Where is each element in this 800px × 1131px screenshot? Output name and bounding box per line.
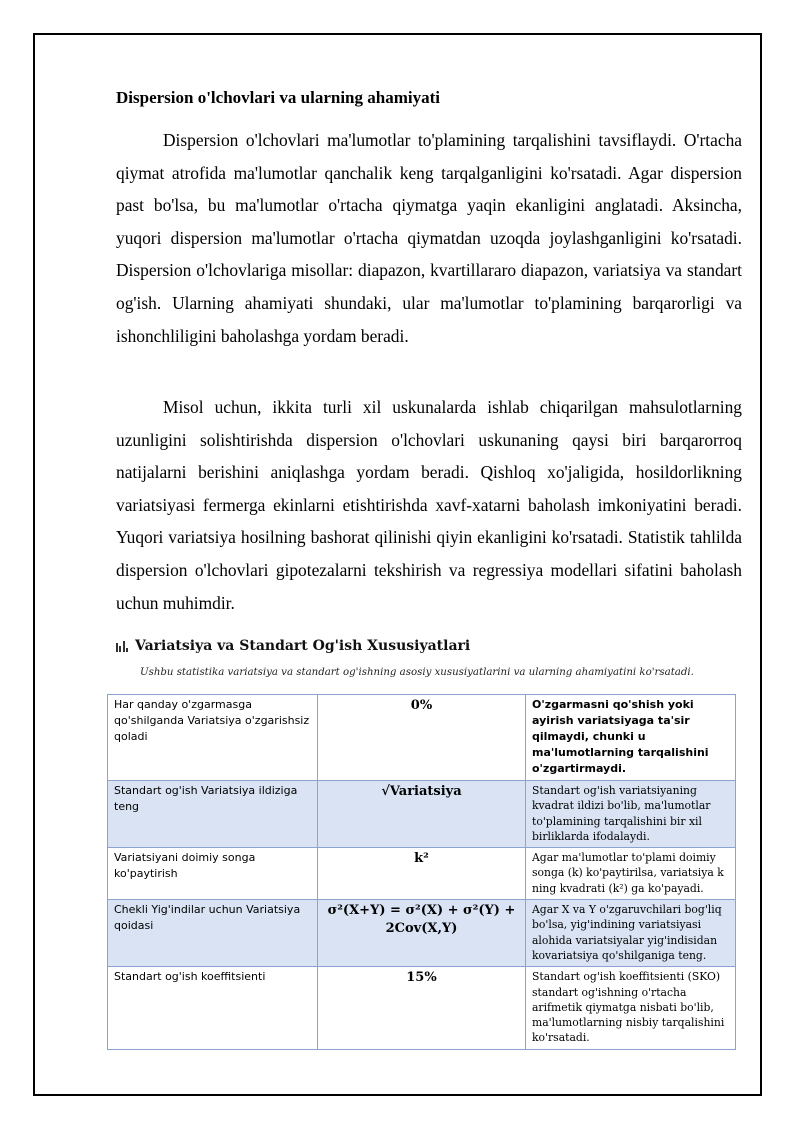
paragraph-2: Misol uchun, ikkita turli xil uskunalarda ishlab chiqarilgan mahsulotlarning uzunligini solishtirishda dispersion o'lchovlari uskunaning qaysi biri barqarorroq natijalarni berishini aniqlashga yordam beradi. Qishloq xo'jaligida, hosildorlikning variatsiyasi fermerga ekinlarni etishtirishda xavf-xatarni baholash imkoniyatini beradi. Yuqori variatsiya hosilning bashorat qilinishi qiyin ekanligini ko'rsatadi. Statistik tahlilda dispersion o'lchovlari gipotezalarni tekshirish va regressiya modellari sifatini baholash uchun muhimdir. [116,397,742,613]
property-description: Standart og'ish variatsiyaning kvadrat ildizi bo'lib, ma'lumotlar to'plamining tarqalishini bir xil birliklarda ifodalaydi. [526,781,736,848]
table-title-text: Variatsiya va Standart Og'ish Xususiyatlari [135,638,471,654]
property-formula: 15% [318,967,526,1049]
property-name: Standart og'ish koeffitsienti [108,967,318,1049]
paragraph-1: Dispersion o'lchovlari ma'lumotlar to'plamining tarqalishini tavsiflaydi. O'rtacha qiymat atrofida ma'lumotlar qanchalik keng tarqalganligini ko'rsatadi. Agar dispersion past bo'lsa, bu ma'lumotlar o'rtacha qiymatga yaqin ekanligini anglatadi. Aksincha, yuqori dispersion ma'lumotlar o'rtacha qiymatdan uzoqda joylashganligini ko'rsatadi. Dispersion o'lchovlariga misollar: diapazon, kvartillararo diapazon, variatsiya va standart og'ish. Ularning ahamiyati shundaki, ular ma'lumotlar to'plamining barqarorligi va ishonchliligini baholashga yordam beradi. [116,130,742,346]
property-description: O'zgarmasni qo'shish yoki ayirish variatsiyaga ta'sir qilmaydi, chunki u ma'lumotlarning tarqalishini o'zgartirmaydi. [526,695,736,781]
property-formula: k² [318,848,526,900]
table-row [108,848,736,900]
property-name: Standart og'ish Variatsiya ildiziga teng [108,781,318,848]
table-row [108,900,736,967]
property-description: Agar X va Y o'zgaruvchilari bog'liq bo'lsa, yig'indining variatsiyasi alohida variatsiyalar yig'indisidan kovariatsiya qo'shilganiga teng. [526,900,736,967]
property-name: Variatsiyani doimiy songa ko'paytirish [108,848,318,900]
table-caption: Ushbu statistika variatsiya va standart og'ishning asosiy xususiyatlarini va ularning ahamiyatini ko'rsatadi. [140,667,694,678]
property-description: Agar ma'lumotlar to'plami doimiy songa (k) ko'paytirilsa, variatsiya k ning kvadrati (k²) ga ko'payadi. [526,848,736,900]
property-formula: √Variatsiya [318,781,526,848]
property-formula: σ²(X+Y) = σ²(X) + σ²(Y) + 2Cov(X,Y) [318,900,526,967]
property-name: Har qanday o'zgarmasga qo'shilganda Variatsiya o'zgarishsiz qoladi [108,695,318,781]
property-formula: 0% [318,695,526,781]
table-title [116,638,746,654]
properties-table [107,694,736,1050]
property-description: Standart og'ish koeffitsienti (SKO) standart og'ishning o'rtacha arifmetik qiymatga nisbati bo'lib, ma'lumotlarning nisbiy tarqalishini ko'rsatadi. [526,967,736,1049]
table-row [108,781,736,848]
property-name: Chekli Yig'indilar uchun Variatsiya qoidasi [108,900,318,967]
bar-chart-icon [116,641,128,652]
table-row [108,967,736,1049]
table-row [108,695,736,781]
section-heading: Dispersion o'lchovlari va ularning ahamiyati [116,88,440,107]
